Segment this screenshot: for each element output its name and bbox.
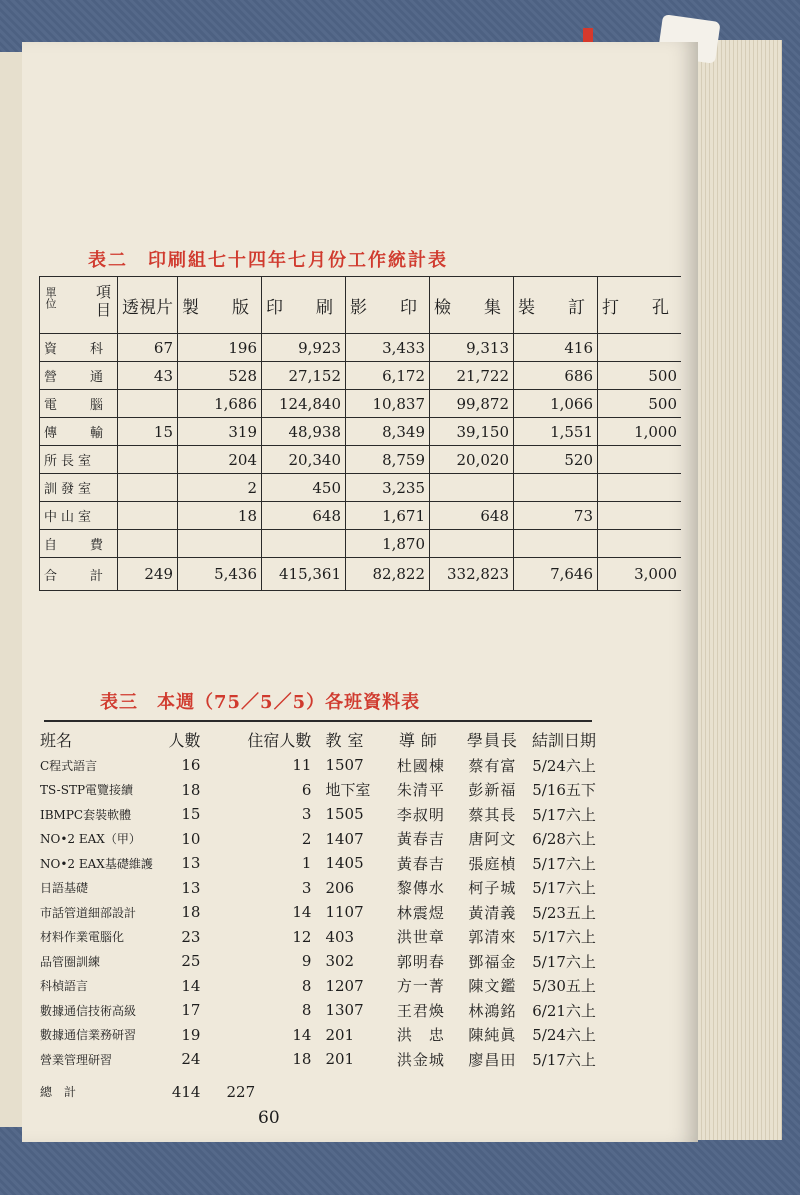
table-row [40,446,682,474]
cell: 67 [118,334,178,362]
cell: 8,349 [346,418,430,446]
classroom: 1407 [325,829,364,848]
table2-header: 印 刷 [262,277,346,334]
end-date: 5/23五上 [532,903,596,922]
table3 [40,725,600,1104]
boarding-count: 3 [301,878,312,897]
table-row [40,974,600,999]
tutor: 方一菁 [396,977,445,996]
page-number: 60 [258,1108,280,1128]
classroom: 地下室 [325,781,371,800]
tutor: 林震煜 [396,903,445,922]
table2-header: 打 孔 [598,277,682,334]
end-date: 5/24六上 [532,1026,596,1045]
cell: 3,235 [346,474,430,502]
end-date: 6/21六上 [532,1001,596,1020]
end-date: 6/28六上 [532,830,596,849]
table-row [40,753,600,778]
table2-title: 表二 印刷組七十四年七月份工作統計表 [88,250,448,271]
cell: 500 [598,390,682,418]
table3-top-rule [44,720,592,722]
tutor: 王君煥 [396,1001,445,1020]
student-count: 15 [181,805,201,824]
table-total-row [40,558,682,591]
table3-header: 住宿人數 [247,730,312,750]
table2-header-row [40,277,682,334]
cell: 1,000 [598,418,682,446]
cell: 686 [514,362,598,390]
tutor: 郭明春 [396,952,445,971]
book-page [22,42,698,1142]
cell: 1,551 [514,418,598,446]
end-date: 5/16五下 [532,781,596,800]
cell [118,474,178,502]
student-count: 24 [181,1050,201,1069]
cell: 20,340 [262,446,346,474]
row-label: 營 通 [40,362,118,390]
row-label: 資 科 [40,334,118,362]
table-row [40,802,600,827]
class-leader: 彭新福 [468,781,517,800]
cell: 7,646 [514,558,598,591]
table-row [40,827,600,852]
cell [118,446,178,474]
end-date: 5/24六上 [532,756,596,775]
corner-left: 單位 [44,287,57,309]
cell [118,390,178,418]
cell: 2 [178,474,262,502]
row-label: 電 腦 [40,390,118,418]
cell: 520 [514,446,598,474]
cell: 20,020 [430,446,514,474]
total-label: 總 計 [40,1085,77,1100]
student-count: 19 [181,1025,201,1044]
table3-title: 表三 本週（75／5／5）各班資料表 [100,692,421,713]
boarding-count: 1 [301,854,312,873]
boarding-count: 8 [301,1001,312,1020]
tutor: 洪金城 [396,1050,445,1069]
tutor: 杜國棟 [396,756,445,775]
cell [598,474,682,502]
student-count: 14 [181,976,201,995]
cell: 6,172 [346,362,430,390]
cell: 450 [262,474,346,502]
boarding-count: 12 [292,927,312,946]
cell: 528 [178,362,262,390]
student-count: 23 [181,927,201,946]
class-name: C程式語言 [40,758,98,773]
tutor: 黃春吉 [396,830,445,849]
classroom: 201 [325,1025,355,1044]
class-name: 市話管道細部設計 [40,905,137,920]
table3-header: 班名 [40,730,73,750]
boarding-count: 18 [292,1050,312,1069]
cell: 416 [514,334,598,362]
boarding-count: 9 [301,952,312,971]
table3-header: 導師 [398,730,443,750]
class-leader: 鄧福金 [468,952,517,971]
row-label: 合 計 [40,558,118,591]
table-row [40,876,600,901]
table2-header: 裝 訂 [514,277,598,334]
row-label: 所長室 [40,446,118,474]
cell [262,530,346,558]
class-leader: 張庭楨 [468,854,517,873]
cell [118,502,178,530]
cell [514,474,598,502]
class-leader: 蔡有富 [468,756,517,775]
cell: 15 [118,418,178,446]
cell [430,530,514,558]
cell: 9,923 [262,334,346,362]
row-label: 中山室 [40,502,118,530]
class-leader: 陳文鑑 [468,977,517,996]
table2-header: 透視片 [118,277,178,334]
cell [598,502,682,530]
table-row [40,949,600,974]
cell: 124,840 [262,390,346,418]
cell: 39,150 [430,418,514,446]
classroom: 1107 [325,903,364,922]
cell [598,446,682,474]
table-row [40,390,682,418]
cell: 18 [178,502,262,530]
end-date: 5/17六上 [532,854,596,873]
student-count: 10 [181,829,201,848]
corner-right [96,283,111,319]
cell: 5,436 [178,558,262,591]
class-leader: 陳純眞 [468,1026,517,1045]
cell: 196 [178,334,262,362]
student-count: 13 [181,854,201,873]
end-date: 5/17六上 [532,879,596,898]
row-label: 傳 輸 [40,418,118,446]
boarding-count: 14 [292,1025,312,1044]
class-leader: 柯子城 [468,879,517,898]
cell: 43 [118,362,178,390]
boarding-count: 11 [292,756,312,775]
cell [598,530,682,558]
class-leader: 唐阿文 [468,830,517,849]
table-row [40,900,600,925]
cell [598,334,682,362]
end-date: 5/17六上 [532,1050,596,1069]
student-count: 18 [181,780,201,799]
table-row [40,530,682,558]
boarding-count: 14 [292,903,312,922]
class-name: NO•2 EAX基礎維護 [40,856,153,871]
table-row [40,334,682,362]
student-count: 13 [181,878,201,897]
class-name: 數據通信技術高級 [40,1003,137,1018]
table-row [40,418,682,446]
cell [514,530,598,558]
row-label: 自 費 [40,530,118,558]
total-count: 414 [171,1082,201,1101]
classroom: 1207 [325,976,364,995]
cell: 648 [430,502,514,530]
cell: 1,870 [346,530,430,558]
cell: 99,872 [430,390,514,418]
cell [178,530,262,558]
table-total-row [40,1072,600,1105]
table-row [40,474,682,502]
cell: 3,000 [598,558,682,591]
class-name: TS-STP電覽接續 [40,783,134,798]
table-row [40,925,600,950]
cell: 82,822 [346,558,430,591]
table3-header: 結訓日期 [532,730,597,750]
student-count: 16 [181,756,201,775]
table3-header: 人數 [168,730,201,750]
table2-header: 影 印 [346,277,430,334]
cell: 204 [178,446,262,474]
cell: 500 [598,362,682,390]
tutor: 洪世章 [396,928,445,947]
class-name: 品管圈訓練 [40,954,101,969]
cell: 1,066 [514,390,598,418]
end-date: 5/17六上 [532,952,596,971]
classroom: 1507 [325,756,364,775]
boarding-count: 6 [301,780,312,799]
class-leader: 蔡其長 [468,805,517,824]
student-count: 17 [181,1001,201,1020]
end-date: 5/17六上 [532,805,596,824]
cell: 648 [262,502,346,530]
table3-header: 學員長 [466,730,518,750]
class-leader: 林鴻銘 [468,1001,517,1020]
class-name: NO•2 EAX（甲） [40,832,141,847]
class-leader: 黃清義 [468,903,517,922]
table-row [40,778,600,803]
tutor: 洪 忠 [396,1026,445,1045]
cell: 48,938 [262,418,346,446]
table2-header: 檢 集 [430,277,514,334]
cell: 1,686 [178,390,262,418]
cell: 3,433 [346,334,430,362]
class-name: 日語基礎 [40,881,89,896]
class-name: 科楨語言 [40,979,89,994]
class-name: IBMPC套裝軟體 [40,807,132,822]
tutor: 朱清平 [396,781,445,800]
classroom: 302 [325,952,355,971]
table-row [40,362,682,390]
cell: 8,759 [346,446,430,474]
cell: 10,837 [346,390,430,418]
table-row [40,502,682,530]
classroom: 1505 [325,805,364,824]
classroom: 201 [325,1050,355,1069]
cell: 27,152 [262,362,346,390]
class-leader: 廖昌田 [468,1050,517,1069]
table-row [40,1023,600,1048]
cell: 319 [178,418,262,446]
row-label: 訓發室 [40,474,118,502]
class-leader: 郭清來 [468,928,517,947]
cell: 73 [514,502,598,530]
cell: 249 [118,558,178,591]
student-count: 18 [181,903,201,922]
classroom: 206 [325,878,355,897]
classroom: 403 [325,927,355,946]
cell [430,474,514,502]
classroom: 1307 [325,1001,364,1020]
classroom: 1405 [325,854,364,873]
table3-header: 教室 [325,730,370,750]
table-row [40,851,600,876]
left-page-edge [0,52,23,1127]
boarding-count: 2 [301,829,312,848]
cell: 1,671 [346,502,430,530]
end-date: 5/17六上 [532,928,596,947]
end-date: 5/30五上 [532,977,596,996]
cell: 332,823 [430,558,514,591]
boarding-count: 3 [301,805,312,824]
corner-bottom: 目 [96,301,112,319]
cell: 21,722 [430,362,514,390]
corner-top: 項 [96,283,112,301]
cell [118,530,178,558]
cell: 415,361 [262,558,346,591]
table2-corner [40,277,118,334]
table3-header-row [40,725,600,753]
table2-header: 製 版 [178,277,262,334]
class-name: 數據通信業務研習 [40,1028,137,1043]
tutor: 李叔明 [396,805,445,824]
table2 [39,276,681,591]
tutor: 黎傳水 [396,879,445,898]
table-row [40,1047,600,1072]
boarding-count: 8 [301,976,312,995]
class-name: 材料作業電腦化 [40,930,125,945]
student-count: 25 [181,952,201,971]
tutor: 黃春吉 [396,854,445,873]
class-name: 營業管理研習 [40,1052,113,1067]
total-boarding: 227 [226,1082,256,1101]
table-row [40,998,600,1023]
cell: 9,313 [430,334,514,362]
